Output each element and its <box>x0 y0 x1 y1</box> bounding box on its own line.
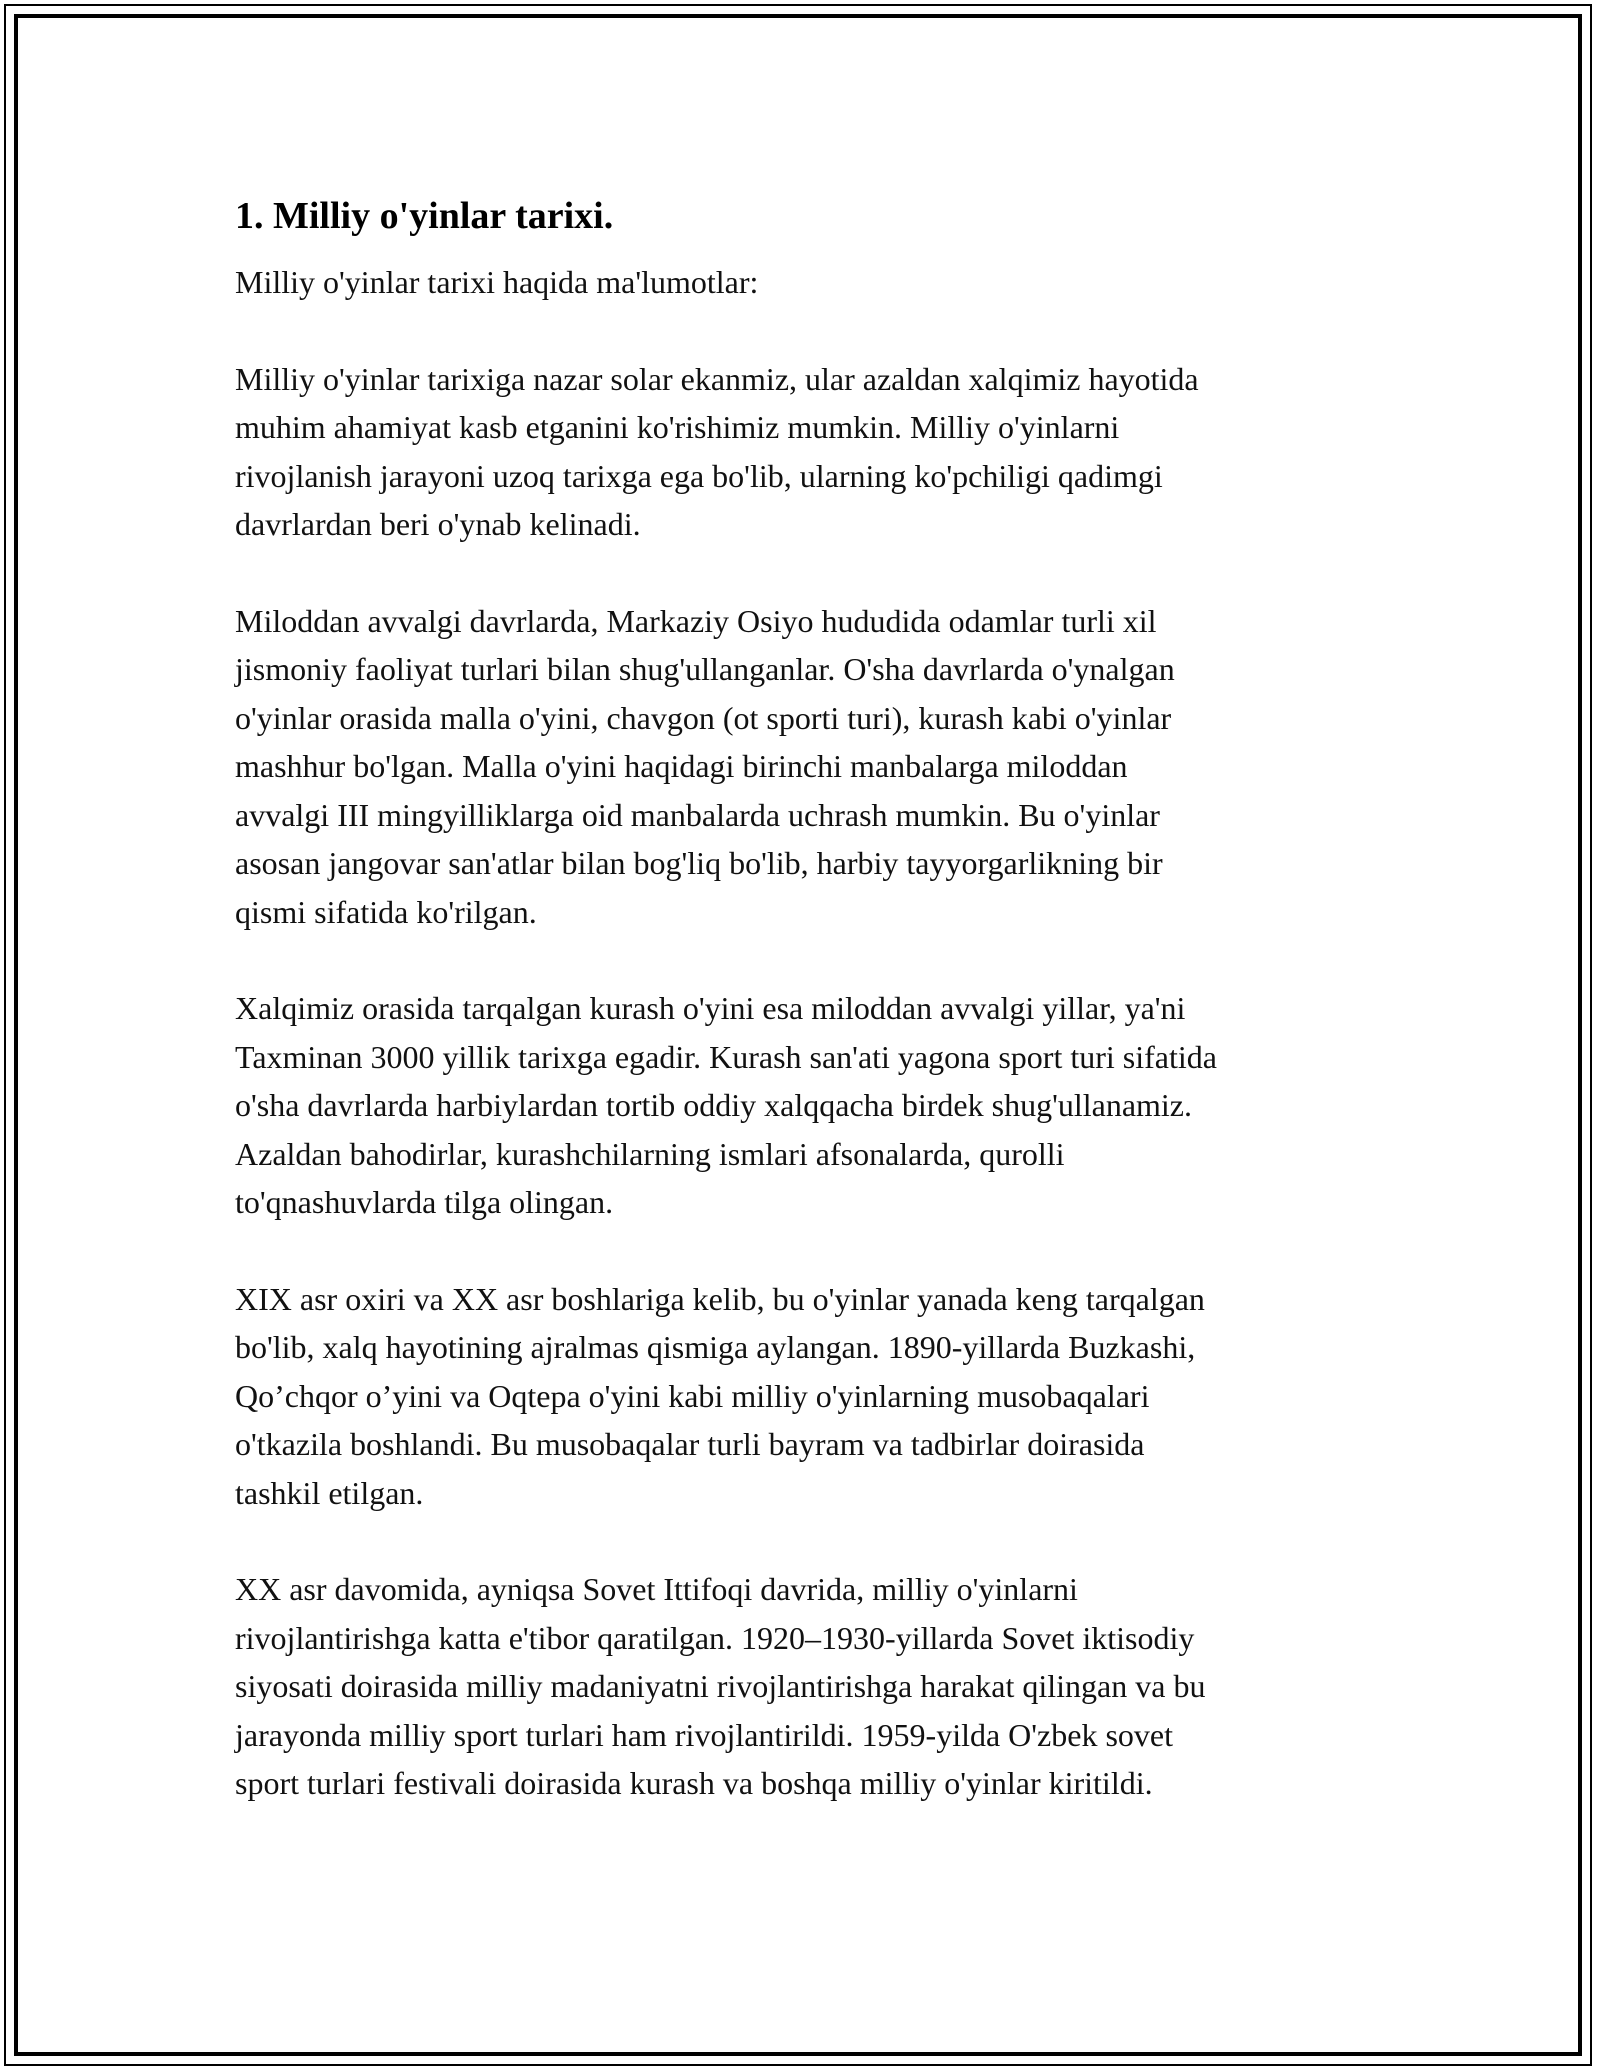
text-line: jismoniy faoliyat turlari bilan shug'ullanganlar. O'sha davrlarda o'ynalgan <box>235 651 1175 687</box>
text-line: Azaldan bahodirlar, kurashchilarning ismlari afsonalarda, qurolli <box>235 1135 1065 1172</box>
text-line: asosan jangovar san'atlar bilan bog'liq bo'lib, harbiy tayyorgarlikning bir <box>235 845 1163 881</box>
text-line: sport turlari festivali doirasida kurash va boshqa milliy o'yinlar kiritildi. <box>235 1765 1153 1801</box>
text-line: mashhur bo'lgan. Malla o'yini haqidagi birinchi manbalarga miloddan <box>235 748 1128 784</box>
text-line: avvalgi III mingyilliklarga oid manbalarda uchrash mumkin. Bu o'yinlar <box>235 796 1160 833</box>
paragraph <box>235 597 1375 937</box>
paragraph <box>235 258 1375 307</box>
paragraph <box>235 1565 1375 1808</box>
text-line: siyosati doirasida milliy madaniyatni rivojlantirishga harakat qilingan va bu <box>235 1668 1206 1704</box>
text-line: jarayonda milliy sport turlari ham rivojlantirildi. 1959-yilda O'zbek sovet <box>235 1716 1173 1753</box>
paragraph <box>235 355 1375 549</box>
text-line: o'yinlar orasida malla o'yini, chavgon (ot sporti turi), kurash kabi o'yinlar <box>235 699 1172 736</box>
text-line: bo'lib, xalq hayotining ajralmas qismiga aylangan. 1890-yillarda Buzkashi, <box>235 1329 1196 1365</box>
text-line: o'sha davrlarda harbiylardan tortib oddiy xalqqacha birdek shug'ullanamiz. <box>235 1087 1192 1123</box>
text-line: Miloddan avvalgi davrlarda, Markaziy Osiyo hududida odamlar turli xil <box>235 602 1157 639</box>
text-line: XX asr davomida, ayniqsa Sovet Ittifoqi davrida, milliy o'yinlarni <box>235 1571 1078 1607</box>
text-line: o'tkazila boshlandi. Bu musobaqalar turli bayram va tadbirlar doirasida <box>235 1426 1145 1462</box>
text-line: Qo’chqor o’yini va Oqtepa o'yini kabi milliy o'yinlarning musobaqalari <box>235 1377 1150 1414</box>
text-line: tashkil etilgan. <box>235 1474 424 1511</box>
text-line: Taxminan 3000 yillik tarixga egadir. Kurash san'ati yagona sport turi sifatida <box>235 1038 1217 1075</box>
text-line: Xalqimiz orasida tarqalgan kurash o'yini esa miloddan avvalgi yillar, ya'ni <box>235 990 1186 1026</box>
paragraph-list <box>235 258 1375 1808</box>
text-line: rivojlantirishga katta e'tibor qaratilgan. 1920–1930-yillarda Sovet iktisodiy <box>235 1619 1195 1656</box>
paragraph <box>235 1275 1375 1518</box>
text-line: davrlardan beri o'ynab kelinadi. <box>235 506 641 542</box>
text-line: Milliy o'yinlar tarixi haqida ma'lumotlar: <box>235 264 759 300</box>
document-body <box>235 188 1375 1856</box>
text-line: XIX asr oxiri va XX asr boshlariga kelib, bu o'yinlar yanada keng tarqalgan <box>235 1280 1205 1317</box>
text-line: Milliy o'yinlar tarixiga nazar solar ekanmiz, ular azaldan xalqimiz hayotida <box>235 360 1199 397</box>
text-line: to'qnashuvlarda tilga olingan. <box>235 1184 614 1220</box>
text-line: muhim ahamiyat kasb etganini ko'rishimiz mumkin. Milliy o'yinlarni <box>235 409 1120 445</box>
paragraph <box>235 984 1375 1227</box>
text-line: qismi sifatida ko'rilgan. <box>235 893 537 930</box>
text-line: rivojlanish jarayoni uzoq tarixga ega bo'lib, ularning ko'pchiligi qadimgi <box>235 457 1163 494</box>
section-heading: 1. Milliy o'yinlar tarixi. <box>235 195 614 237</box>
